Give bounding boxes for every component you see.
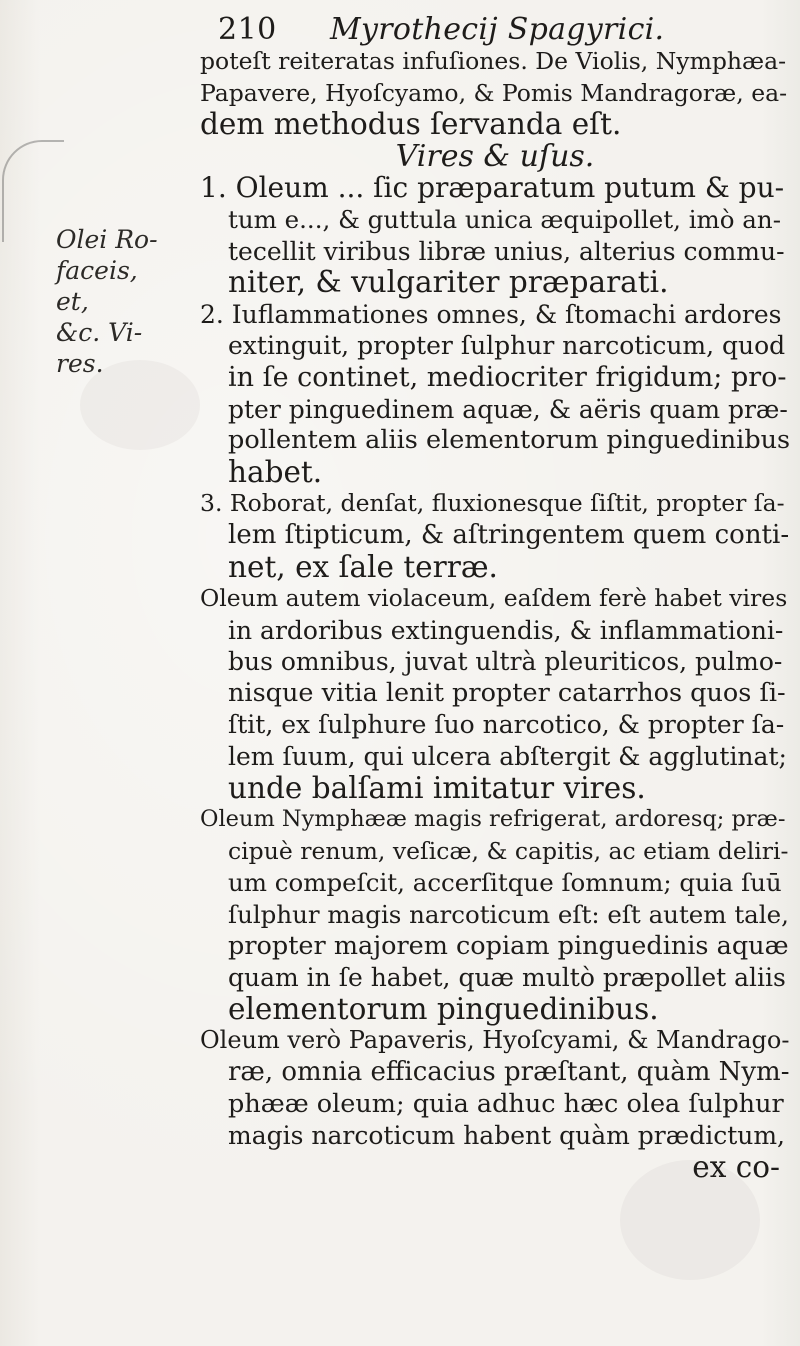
marginal-note-line: et,: [56, 287, 89, 316]
text-line: 3. Roborat, denſat, fluxionesque ſiſtit, propter ſa-: [200, 489, 785, 518]
text-line: ræ, omnia efficacius præſtant, quàm Nym-: [228, 1057, 790, 1087]
margin-ink-mark: [2, 140, 64, 242]
marginal-note: [56, 224, 196, 379]
marginal-note-line: &c. Vi-: [56, 318, 143, 347]
text-line: nisque vitia lenit propter catarrhos quos ſi-: [228, 677, 786, 708]
text-line: Papavere, Hyoſcyamo, & Pomis Mandragoræ, ea-: [200, 78, 788, 107]
text-line: extinguit, propter ſulphur narcoticum, quod: [228, 331, 786, 361]
text-line: poteſt reiteratas infuſiones. De Violis, Nymphæa-: [200, 47, 787, 75]
text-line: elementorum pinguedinibus.: [228, 991, 659, 1026]
section-heading: Vires & uſus.: [395, 138, 595, 174]
text-line: niter, & vulgariter præparati.: [228, 265, 669, 300]
text-line: ſtit, ex ſulphure ſuo narcotico, & propter ſa-: [228, 710, 785, 740]
text-line: in ardoribus extinguendis, & inflammationi-: [228, 615, 784, 645]
text-line: phææ oleum; quia adhuc hæc olea ſulphur: [228, 1088, 784, 1119]
text-line: habet.: [228, 454, 323, 489]
text-line: tum e..., & guttula unica æquipollet, imò an-: [228, 204, 781, 234]
running-head: Myrothecij Spagyrici.: [330, 12, 665, 47]
body-text: [200, 46, 790, 1183]
text-line: 2. Iuflammationes omnes, & ſtomachi ardores: [200, 299, 782, 329]
text-line: quam in ſe habet, quæ multò præpollet aliis: [228, 963, 786, 993]
text-line: Oleum autem violaceum, eaſdem ferè habet vires: [200, 584, 788, 613]
marginal-note-line: faceis,: [56, 256, 138, 285]
text-line: lem ſuum, qui ulcera abſtergit & agglutinat;: [228, 742, 787, 772]
text-line: dem methodus ſervanda eſt.: [200, 107, 622, 142]
text-line: bus omnibus, juvat ultrà pleuriticos, pulmo-: [228, 647, 783, 677]
text-line: net, ex ſale terræ.: [228, 549, 498, 584]
marginal-note-line: Olei Ro-: [56, 225, 158, 254]
text-line: pollentem aliis elementorum pinguedinibus: [228, 425, 791, 456]
text-line: propter majorem copiam pinguedinis aquæ: [228, 930, 789, 961]
text-line: Oleum verò Papaveris, Hyoſcyami, & Mandrago-: [200, 1026, 790, 1055]
page-number: 210: [218, 12, 277, 47]
catchword: ex co-: [692, 1149, 780, 1184]
text-line: ſulphur magis narcoticum eſt: eſt autem tale,: [228, 900, 789, 930]
text-line: lem ſtipticum, & aſtringentem quem conti-: [228, 519, 790, 550]
text-line: Oleum Nymphææ magis refrigerat, ardoresq; præ-: [200, 806, 786, 833]
text-line: unde balſami imitatur vires.: [228, 770, 646, 805]
text-line: in ſe continet, mediocriter frigidum; pro-: [228, 361, 787, 393]
text-line: magis narcoticum habent quàm prædictum,: [228, 1121, 786, 1151]
text-line: tecellit viribus libræ unius, alterius commu-: [228, 236, 785, 266]
text-line: pter pinguedinem aquæ, & aëris quam præ-: [228, 394, 788, 424]
text-line: um compeſcit, accerſitque ſomnum; quia ſuū: [228, 868, 782, 898]
marginal-note-line: res.: [56, 349, 104, 378]
text-line: 1. Oleum ... ſic præparatum putum & pu-: [200, 171, 785, 205]
text-line: cipuè renum, veſicæ, & capitis, ac etiam deliri-: [228, 836, 789, 865]
